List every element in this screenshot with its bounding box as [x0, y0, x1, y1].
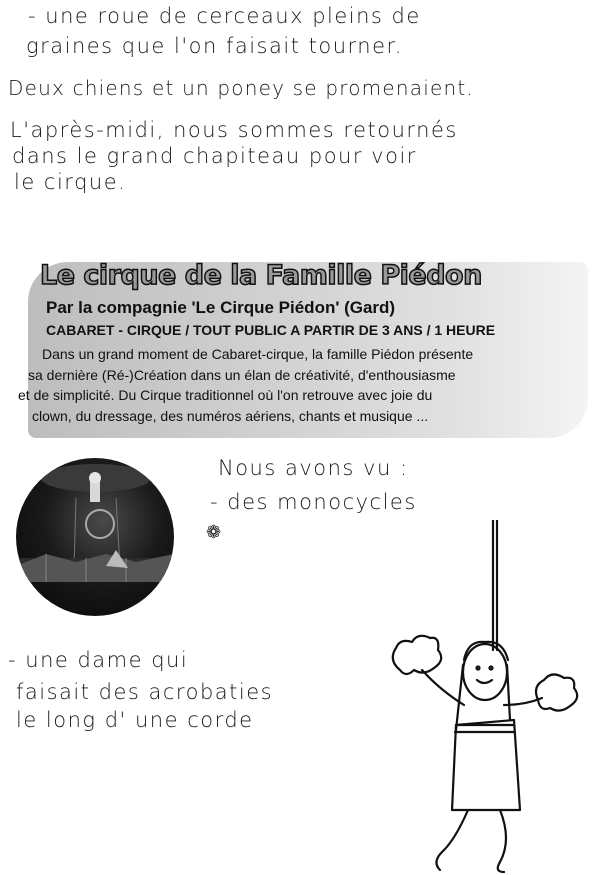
circus-photo-scene	[16, 458, 174, 616]
handwritten-line: L'après-midi, nous sommes retournés	[10, 118, 458, 142]
handwritten-line: - une roue de cerceaux pleins de	[28, 4, 421, 28]
clipping-body-line: Dans un grand moment de Cabaret-cirque, la famille Piédon présente	[42, 346, 474, 362]
clipping-info: CABARET - CIRQUE / TOUT PUBLIC A PARTIR DE 3 ANS / 1 HEURE	[46, 322, 496, 338]
clipping-subtitle: Par la compagnie 'Le Cirque Piédon' (Gard)	[46, 298, 396, 317]
clipping-body-line: sa dernière (Ré-)Création dans un élan de créativité, d'enthousiasme	[28, 366, 456, 383]
circus-photo	[16, 458, 174, 616]
acrobat-drawing	[360, 520, 600, 875]
handwritten-line: le cirque.	[14, 170, 127, 194]
handwritten-line: graines que l'on faisait tourner.	[26, 34, 403, 58]
clipping-title: Le cirque de la Famille Piédon	[40, 260, 482, 291]
clipping-body	[18, 344, 578, 426]
handwritten-line: - une dame qui	[8, 648, 189, 672]
handwritten-line: dans le grand chapiteau pour voir	[12, 144, 417, 168]
clipping-body-line: et de simplicité. Du Cirque traditionnel où l'on retrouve avec joie du	[18, 387, 433, 403]
clipping-body-line: clown, du dressage, des numéros aériens, chants et musique ...	[32, 407, 429, 424]
handwritten-line: Nous avons vu :	[218, 456, 409, 480]
handwritten-line: le long d' une corde	[16, 708, 254, 732]
handwritten-line: Deux chiens et un poney se promenaient.	[8, 76, 474, 100]
handwritten-line: faisait des acrobaties	[16, 680, 274, 704]
newspaper-clipping	[0, 252, 600, 452]
handwritten-line: - des monocycles	[210, 490, 417, 514]
flower-doodle-icon: ❁	[206, 522, 223, 543]
